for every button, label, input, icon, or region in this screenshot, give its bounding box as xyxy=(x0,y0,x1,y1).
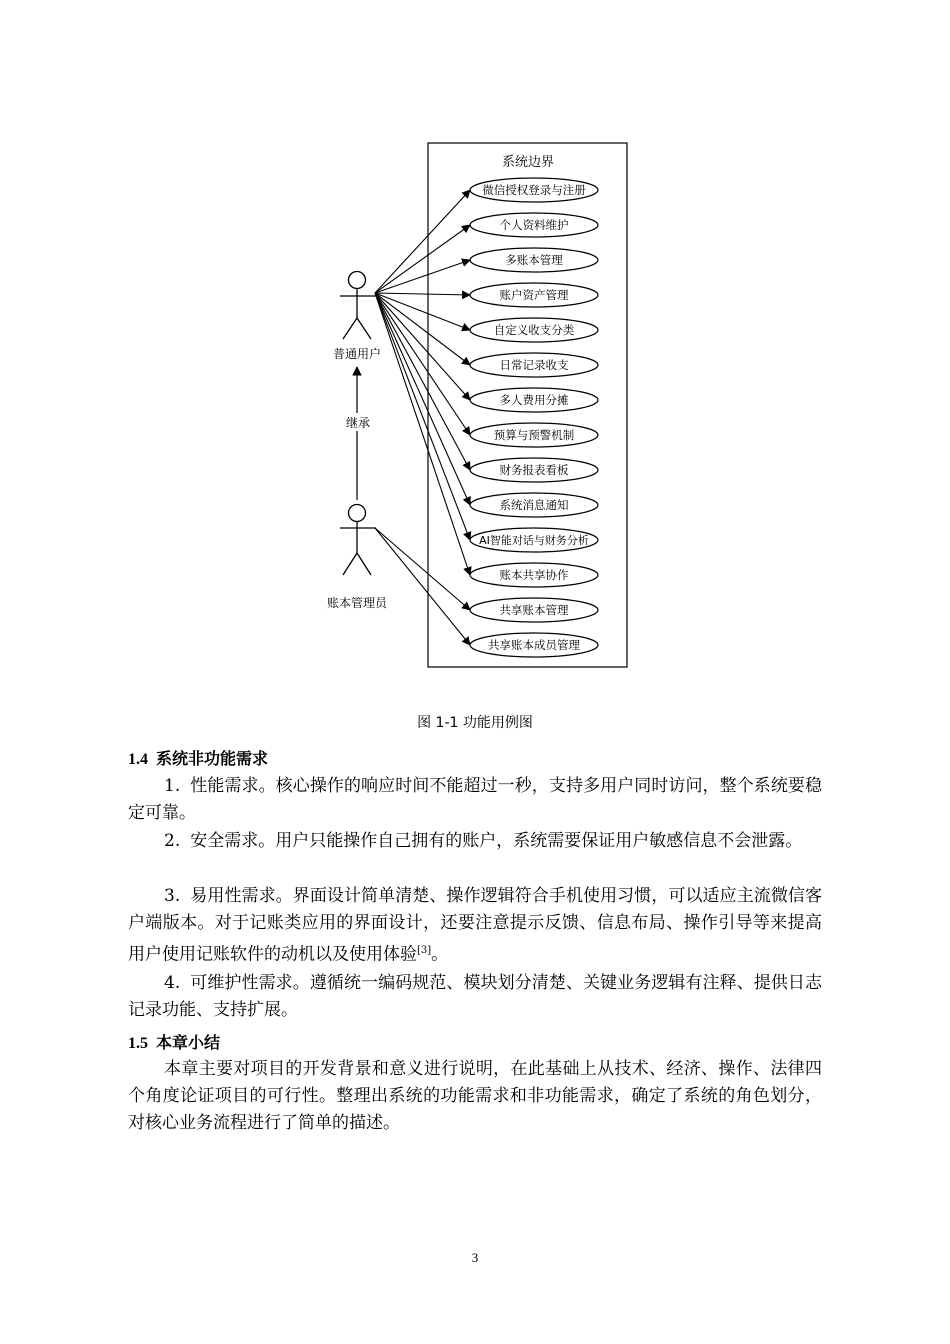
use-case-label: 共享账本管理 xyxy=(499,603,569,617)
figure-caption: 图 1-1 功能用例图 xyxy=(417,715,533,731)
association-lines xyxy=(375,190,470,645)
use-case-label: 账户资产管理 xyxy=(499,288,569,302)
paragraph-tail: 。 xyxy=(431,944,449,965)
actor-user-figure xyxy=(340,272,376,340)
page-number: 3 xyxy=(471,1250,479,1265)
use-case-label: 账本共享协作 xyxy=(499,568,569,582)
use-case-label: 系统消息通知 xyxy=(499,498,569,512)
paragraph-maintainability xyxy=(128,970,822,1024)
use-case-label: 微信授权登录与注册 xyxy=(482,183,586,197)
item-number: 1. xyxy=(164,776,181,796)
actor-user-label: 普通用户 xyxy=(332,347,382,361)
paragraph-summary xyxy=(128,1056,822,1137)
section-heading-1-4 xyxy=(128,746,268,769)
use-case-label: 多账本管理 xyxy=(505,253,563,267)
association-arrow xyxy=(375,293,470,400)
section-number: 1.4 xyxy=(128,751,148,768)
item-number: 4. xyxy=(164,973,181,993)
section-number: 1.5 xyxy=(128,1035,148,1052)
association-arrow xyxy=(375,293,470,435)
paragraph-text: 本章主要对项目的开发背景和意义进行说明，在此基础上从技术、经济、操作、法律四个角度论证项目的可行性。整理出系统的功能需求和非功能需求，确定了系统的角色划分，对核心业务流程进行了简单的描述。 xyxy=(128,1059,822,1133)
use-case-label: 日常记录收支 xyxy=(499,358,569,372)
association-arrow xyxy=(375,225,470,293)
system-boundary-label: 系统边界 xyxy=(501,155,555,170)
use-case-label: 预算与预警机制 xyxy=(493,428,575,442)
association-arrow xyxy=(375,528,470,610)
association-arrow xyxy=(375,293,470,575)
use-case-label: 财务报表看板 xyxy=(499,463,569,477)
association-arrow xyxy=(375,190,470,293)
section-heading-1-5 xyxy=(128,1030,220,1053)
use-case-label: 共享账本成员管理 xyxy=(488,638,580,652)
paragraph-text: 易用性需求。界面设计简单清楚、操作逻辑符合手机使用习惯，可以适应主流微信客户端版本。对于记账类应用的界面设计，还要注意提示反馈、信息布局、操作引导等来提高用户使用记账软件的动机以及使用体验 xyxy=(128,886,822,965)
section-title: 系统非功能需求 xyxy=(156,749,269,768)
paragraph-usability xyxy=(128,883,822,969)
use-case-list xyxy=(470,178,598,657)
paragraph-text: 可维护性需求。遵循统一编码规范、模块划分清楚、关键业务逻辑有注释、提供日志记录功能、支持扩展。 xyxy=(128,973,822,1020)
use-case-label: 个人资料维护 xyxy=(499,218,569,232)
paragraph-text: 性能需求。核心操作的响应时间不能超过一秒，支持多用户同时访问，整个系统要稳定可靠。 xyxy=(128,776,822,823)
association-arrow xyxy=(375,528,470,645)
inheritance-label: 继承 xyxy=(345,416,371,430)
actor-admin-figure xyxy=(340,505,376,576)
citation: [3] xyxy=(417,945,432,956)
paragraph-performance xyxy=(128,773,822,827)
item-number: 2. xyxy=(164,831,181,851)
paragraph-security xyxy=(128,828,822,855)
association-arrow xyxy=(375,293,470,540)
use-case-label: 自定义收支分类 xyxy=(493,323,575,337)
item-number: 3. xyxy=(164,886,181,906)
association-arrow xyxy=(375,293,470,295)
section-title: 本章小结 xyxy=(156,1033,221,1052)
use-case-label: 多人费用分摊 xyxy=(499,393,569,407)
actor-admin-label: 账本管理员 xyxy=(326,596,388,610)
association-arrow xyxy=(375,293,470,470)
association-arrow xyxy=(375,260,470,293)
use-case-label: AI智能对话与财务分析 xyxy=(479,534,589,547)
paragraph-text: 安全需求。用户只能操作自己拥有的账户，系统需要保证用户敏感信息不会泄露。 xyxy=(190,831,803,851)
